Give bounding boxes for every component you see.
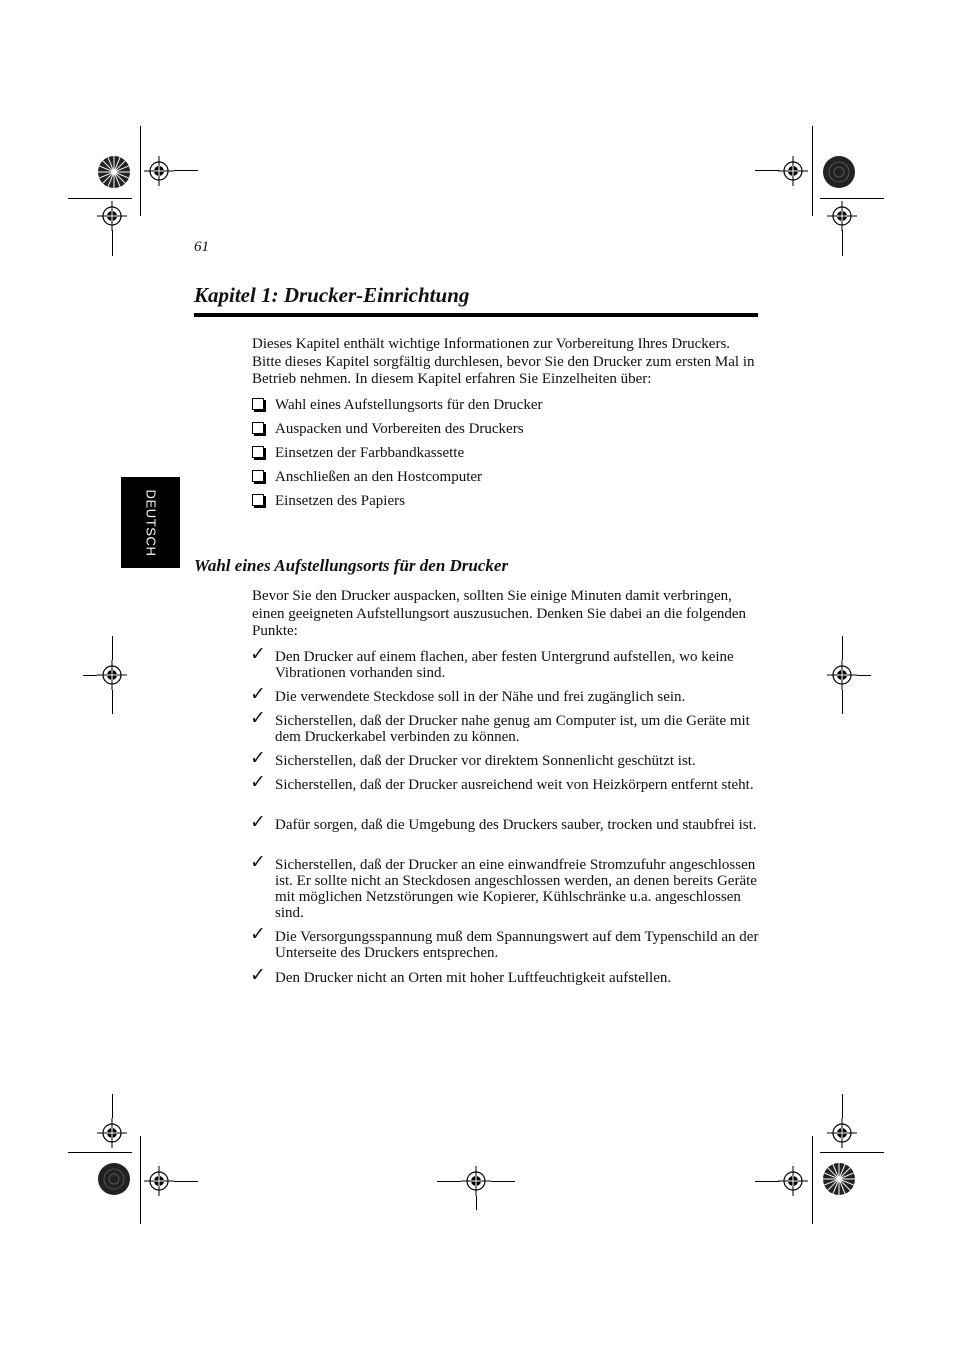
checkbox-bullet-icon [252, 470, 264, 482]
crosshair-registration-icon [144, 1166, 174, 1196]
checkbox-bullet-icon [252, 398, 264, 410]
crosshair-registration-icon [778, 156, 808, 186]
crosshair-registration-icon [97, 201, 127, 231]
language-side-tab [121, 477, 180, 568]
intro-paragraph: Dieses Kapitel enthält wichtige Informationen zur Vorbereitung Ihres Druckers. Bitte dieses Kapitel sorgfältig durchlesen, bevor Sie den Drucker zum ersten Mal in Betrieb nehmen. In diesem Kapitel erfahren Sie Einzelheiten über: [252, 336, 755, 387]
chapter-title: Kapitel 1: Drucker-Einrichtung [194, 283, 470, 307]
crosshair-registration-icon [144, 156, 174, 186]
checkbox-bullet-icon [252, 422, 264, 434]
checkbox-bullet-icon [252, 446, 264, 458]
crosshair-registration-icon [461, 1166, 491, 1196]
checkmark-icon: ✓ [250, 683, 266, 705]
checkmark-icon: ✓ [250, 747, 266, 769]
section-heading: Wahl eines Aufstellungsorts für den Drucker [194, 556, 509, 575]
checkbox-bullet-icon [252, 494, 264, 506]
checkmark-icon: ✓ [250, 964, 266, 986]
checkmark-icon: ✓ [250, 851, 266, 873]
crosshair-registration-icon [778, 1166, 808, 1196]
starburst-registration-icon [97, 1162, 131, 1196]
crosshair-registration-icon [827, 660, 857, 690]
section-intro-paragraph: Bevor Sie den Drucker auspacken, sollten Sie einige Minuten damit verbringen, einen geeigneten Aufstellungsort auszusuchen. Denken Sie dabei an die folgenden Punkte: [252, 588, 747, 639]
page-number: 61 [194, 239, 209, 255]
checkmark-icon: ✓ [250, 707, 266, 729]
crosshair-registration-icon [97, 1118, 127, 1148]
chapter-rule [194, 313, 758, 317]
checkmark-icon: ✓ [250, 771, 266, 793]
side-tab-label: DEUTSCH [143, 488, 158, 557]
crosshair-registration-icon [827, 1118, 857, 1148]
crosshair-registration-icon [97, 660, 127, 690]
checkmark-icon: ✓ [250, 923, 266, 945]
starburst-registration-icon [97, 155, 131, 189]
checkmark-icon: ✓ [250, 643, 266, 665]
crosshair-registration-icon [827, 201, 857, 231]
checkmark-icon: ✓ [250, 811, 266, 833]
starburst-registration-icon [822, 1162, 856, 1196]
starburst-registration-icon [822, 155, 856, 189]
